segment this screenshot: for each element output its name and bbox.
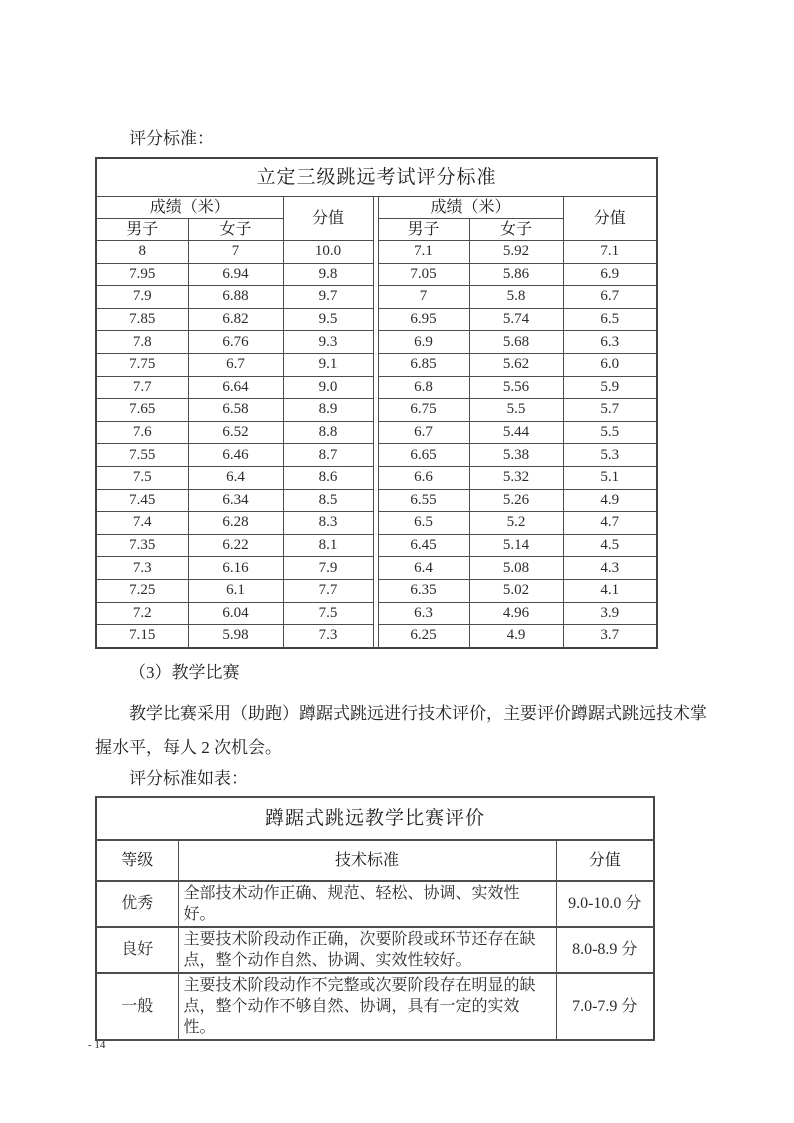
table-row [96, 308, 657, 331]
grade-header: 等级 [96, 840, 178, 881]
table-cell: 7.95 [96, 263, 188, 286]
table-cell: 5.14 [469, 534, 563, 557]
table-cell: 6.04 [188, 602, 283, 625]
table-row [96, 466, 657, 489]
score-header-right: 成绩（米） [378, 197, 563, 219]
table-cell: 6.6 [378, 466, 469, 489]
table-cell: 6.46 [188, 444, 283, 467]
table-cell: 4.1 [563, 579, 657, 602]
table-cell: 6.3 [378, 602, 469, 625]
table-cell: 5.68 [469, 331, 563, 354]
table-cell: 3.7 [563, 625, 657, 648]
table-cell: 6.55 [378, 489, 469, 512]
table-cell: 6.4 [378, 557, 469, 580]
table-cell: 7.3 [96, 557, 188, 580]
table-cell: 6.65 [378, 444, 469, 467]
table-cell: 6.5 [563, 308, 657, 331]
table-cell: 7 [378, 286, 469, 309]
table-cell: 6.9 [563, 263, 657, 286]
table-cell: 6.52 [188, 421, 283, 444]
table-cell: 6.8 [378, 376, 469, 399]
table-cell: 8.8 [283, 421, 373, 444]
table-cell: 5.8 [469, 286, 563, 309]
table-cell: 6.64 [188, 376, 283, 399]
table-cell: 8.5 [283, 489, 373, 512]
table-row [96, 444, 657, 467]
table-cell: 6.7 [563, 286, 657, 309]
table-cell: 一般 [96, 973, 178, 1040]
table-cell: 6.0 [563, 353, 657, 376]
table-cell: 4.9 [469, 625, 563, 648]
table-cell: 9.5 [283, 308, 373, 331]
table-row [96, 263, 657, 286]
table-cell: 7.05 [378, 263, 469, 286]
table-title: 蹲踞式跳远教学比赛评价 [96, 797, 654, 840]
table-cell: 7.7 [283, 579, 373, 602]
table-cell: 9.8 [283, 263, 373, 286]
table-title: 立定三级跳远考试评分标准 [96, 158, 657, 197]
table-cell: 7.1 [378, 241, 469, 264]
table-cell: 6.28 [188, 512, 283, 535]
table-row [96, 927, 654, 973]
table-cell: 7.3 [283, 625, 373, 648]
table-cell: 5.92 [469, 241, 563, 264]
table-cell: 良好 [96, 927, 178, 973]
table-cell: 6.9 [378, 331, 469, 354]
table-cell: 6.5 [378, 512, 469, 535]
table-cell: 5.5 [469, 399, 563, 422]
table-row [96, 421, 657, 444]
table-cell: 8.7 [283, 444, 373, 467]
table-header-row [96, 840, 654, 881]
table-cell: 8 [96, 241, 188, 264]
table-cell: 优秀 [96, 881, 178, 927]
table-row [96, 331, 657, 354]
table-cell: 8.1 [283, 534, 373, 557]
table-cell: 6.7 [188, 353, 283, 376]
table-cell: 6.45 [378, 534, 469, 557]
table-row [96, 512, 657, 535]
table-cell: 10.0 [283, 241, 373, 264]
table-cell: 7.2 [96, 602, 188, 625]
table-cell: 6.76 [188, 331, 283, 354]
table-row [96, 602, 657, 625]
table-cell: 5.44 [469, 421, 563, 444]
score-rows [96, 241, 657, 648]
table-header-row [96, 197, 657, 219]
table-cell: 6.82 [188, 308, 283, 331]
table-cell: 7.5 [96, 466, 188, 489]
page-number: - 14 [88, 1039, 106, 1051]
table-cell: 5.02 [469, 579, 563, 602]
table-cell: 6.94 [188, 263, 283, 286]
table-title-row [96, 797, 654, 840]
table-cell: 4.9 [563, 489, 657, 512]
table-cell: 8.6 [283, 466, 373, 489]
table-cell: 9.7 [283, 286, 373, 309]
table-row [96, 534, 657, 557]
table-cell: 7.55 [96, 444, 188, 467]
table-cell: 4.5 [563, 534, 657, 557]
table-cell: 7.15 [96, 625, 188, 648]
teaching-match-evaluation-table [95, 796, 655, 1041]
table-row [96, 286, 657, 309]
table-intro-label: 评分标准如表： [129, 769, 248, 788]
table-row [96, 241, 657, 264]
table-cell: 8.0-8.9 分 [556, 927, 654, 973]
table-cell: 5.5 [563, 421, 657, 444]
table-cell: 5.9 [563, 376, 657, 399]
table-cell: 主要技术阶段动作不完整或次要阶段存在明显的缺点，整个动作不够自然、协调，具有一定的实效性。 [178, 973, 556, 1040]
table-cell: 7.8 [96, 331, 188, 354]
table-row [96, 625, 657, 648]
table-cell: 7.9 [96, 286, 188, 309]
table-cell: 5.74 [469, 308, 563, 331]
scoring-standard-label: 评分标准： [129, 129, 214, 148]
table-cell: 5.62 [469, 353, 563, 376]
table-cell: 5.38 [469, 444, 563, 467]
table-row [96, 557, 657, 580]
table-cell: 9.0-10.0 分 [556, 881, 654, 927]
table-row [96, 881, 654, 927]
table-cell: 7.85 [96, 308, 188, 331]
section-heading: （3）教学比赛 [129, 663, 240, 682]
table-cell: 6.1 [188, 579, 283, 602]
female-header-right: 女子 [469, 219, 563, 241]
table-cell: 5.32 [469, 466, 563, 489]
table-cell: 7.45 [96, 489, 188, 512]
table-cell: 9.1 [283, 353, 373, 376]
table-cell: 7.75 [96, 353, 188, 376]
table-cell: 7 [188, 241, 283, 264]
table-cell: 9.0 [283, 376, 373, 399]
table-cell: 5.86 [469, 263, 563, 286]
male-header-left: 男子 [96, 219, 188, 241]
table-row [96, 489, 657, 512]
table-cell: 5.1 [563, 466, 657, 489]
table-cell: 6.85 [378, 353, 469, 376]
table-cell: 7.5 [283, 602, 373, 625]
table-cell: 9.3 [283, 331, 373, 354]
points-header-right: 分值 [563, 197, 657, 241]
table-cell: 6.3 [563, 331, 657, 354]
triple-jump-scoring-table [95, 157, 658, 649]
table-cell: 全部技术动作正确、规范、轻松、协调、实效性好。 [178, 881, 556, 927]
table-row [96, 376, 657, 399]
table-row [96, 399, 657, 422]
table-cell: 6.95 [378, 308, 469, 331]
table-cell: 7.25 [96, 579, 188, 602]
table-cell: 7.7 [96, 376, 188, 399]
table-cell: 7.6 [96, 421, 188, 444]
evaluation-rows [96, 881, 654, 1040]
table-cell: 6.22 [188, 534, 283, 557]
table-cell: 6.58 [188, 399, 283, 422]
table-cell: 7.9 [283, 557, 373, 580]
score-header-left: 成绩（米） [96, 197, 283, 219]
table-row [96, 353, 657, 376]
table-cell: 4.7 [563, 512, 657, 535]
table-cell: 6.75 [378, 399, 469, 422]
table-cell: 5.08 [469, 557, 563, 580]
table-cell: 7.65 [96, 399, 188, 422]
table-cell: 5.3 [563, 444, 657, 467]
table-cell: 6.88 [188, 286, 283, 309]
table-cell: 7.35 [96, 534, 188, 557]
points-header: 分值 [556, 840, 654, 881]
table-cell: 7.0-7.9 分 [556, 973, 654, 1040]
table-cell: 4.96 [469, 602, 563, 625]
table-cell: 6.7 [378, 421, 469, 444]
table-cell: 6.4 [188, 466, 283, 489]
table-cell: 7.4 [96, 512, 188, 535]
table-cell: 8.9 [283, 399, 373, 422]
teaching-match-paragraph: 教学比赛采用（助跑）蹲踞式跳远进行技术评价，主要评价蹲踞式跳远技术掌握水平，每人 2 次机会。 [95, 704, 707, 757]
table-cell: 主要技术阶段动作正确，次要阶段或环节还存在缺点，整个动作自然、协调、实效性较好。 [178, 927, 556, 973]
table-cell: 8.3 [283, 512, 373, 535]
table-title-row [96, 158, 657, 197]
male-header-right: 男子 [378, 219, 469, 241]
table-cell: 6.34 [188, 489, 283, 512]
table-cell: 7.1 [563, 241, 657, 264]
female-header-left: 女子 [188, 219, 283, 241]
table-cell: 6.35 [378, 579, 469, 602]
table-cell: 5.2 [469, 512, 563, 535]
table-cell: 5.7 [563, 399, 657, 422]
table-cell: 3.9 [563, 602, 657, 625]
table-cell: 5.56 [469, 376, 563, 399]
table-row [96, 579, 657, 602]
table-cell: 6.16 [188, 557, 283, 580]
table-cell: 4.3 [563, 557, 657, 580]
table-cell: 5.98 [188, 625, 283, 648]
criteria-header: 技术标准 [178, 840, 556, 881]
table-cell: 6.25 [378, 625, 469, 648]
table-row [96, 973, 654, 1040]
table-cell: 5.26 [469, 489, 563, 512]
points-header-left: 分值 [283, 197, 373, 241]
